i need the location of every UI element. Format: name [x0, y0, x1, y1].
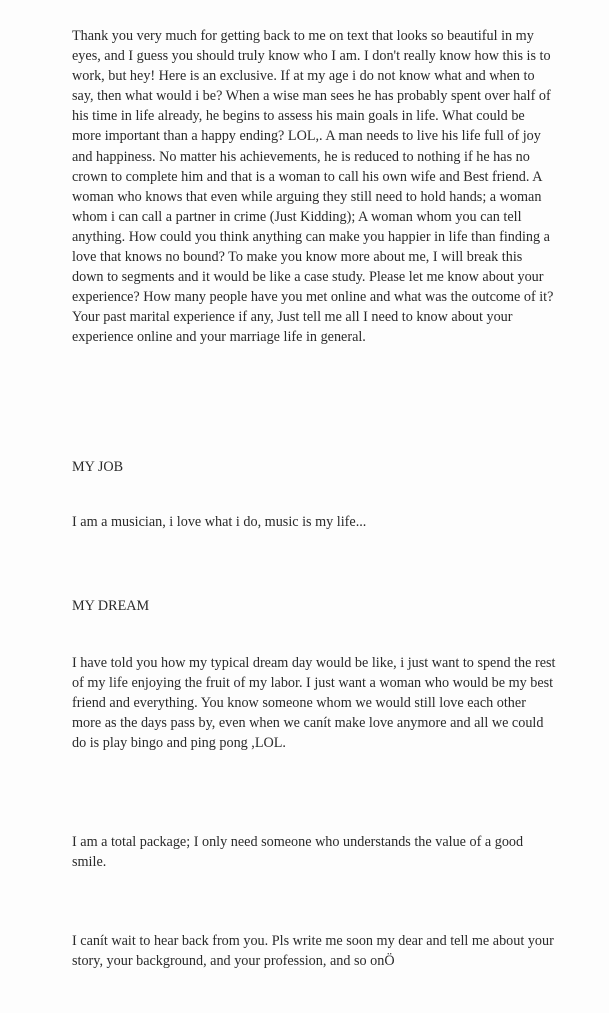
package-paragraph: I am a total package; I only need someone who understands the value of a good smile. — [72, 834, 524, 871]
dream-heading: MY DREAM — [72, 598, 150, 614]
job-heading: MY JOB — [72, 459, 124, 475]
job-paragraph: I am a musician, i love what i do, music is my life... — [72, 514, 367, 530]
dream-paragraph: I have told you how my typical dream day would be like, i just want to spend the rest of my life enjoying the fruit of my labor. I just want a woman who would be my best friend and everything. You know someone whom we would still love each other more as the days pass by, even when we canít make love anymore and all we could do is play bingo and ping pong ,LOL. — [72, 655, 556, 752]
closing-paragraph: I canít wait to hear back from you. Pls write me soon my dear and tell me about your story, your background, and your profession, and so onÖ — [72, 933, 554, 970]
intro-paragraph: Thank you very much for getting back to me on text that looks so beautiful in my eyes, and I guess you should truly know who I am. I don't really know how this is to work, but hey! Here is an exclusive. If at my age i do not know what and when to say, then what would i be? When a wise man sees he has probably spent over half of his time in life already, he begins to assess his main goals in life. What could be more important than a happy ending? LOL,. A man needs to live his life full of joy and happiness. No matter his achievements, he is reduced to nothing if he has no crown to complete him and that is a woman to call his own wife and Best friend. A woman who knows that even while arguing they still need to hold hands; a woman whom i can call a partner in crime (Just Kidding); A woman whom you can tell anything. How could you think anything can make you happier in life than finding a love that knows no bound? To make you know more about me, I will break this down to segments and it would be like a case study. Please let me know about your experience? How many people have you met online and what was the outcome of it? Your past marital experience if any, Just tell me all I need to know about your experience online and your marriage life in general. — [72, 28, 554, 346]
